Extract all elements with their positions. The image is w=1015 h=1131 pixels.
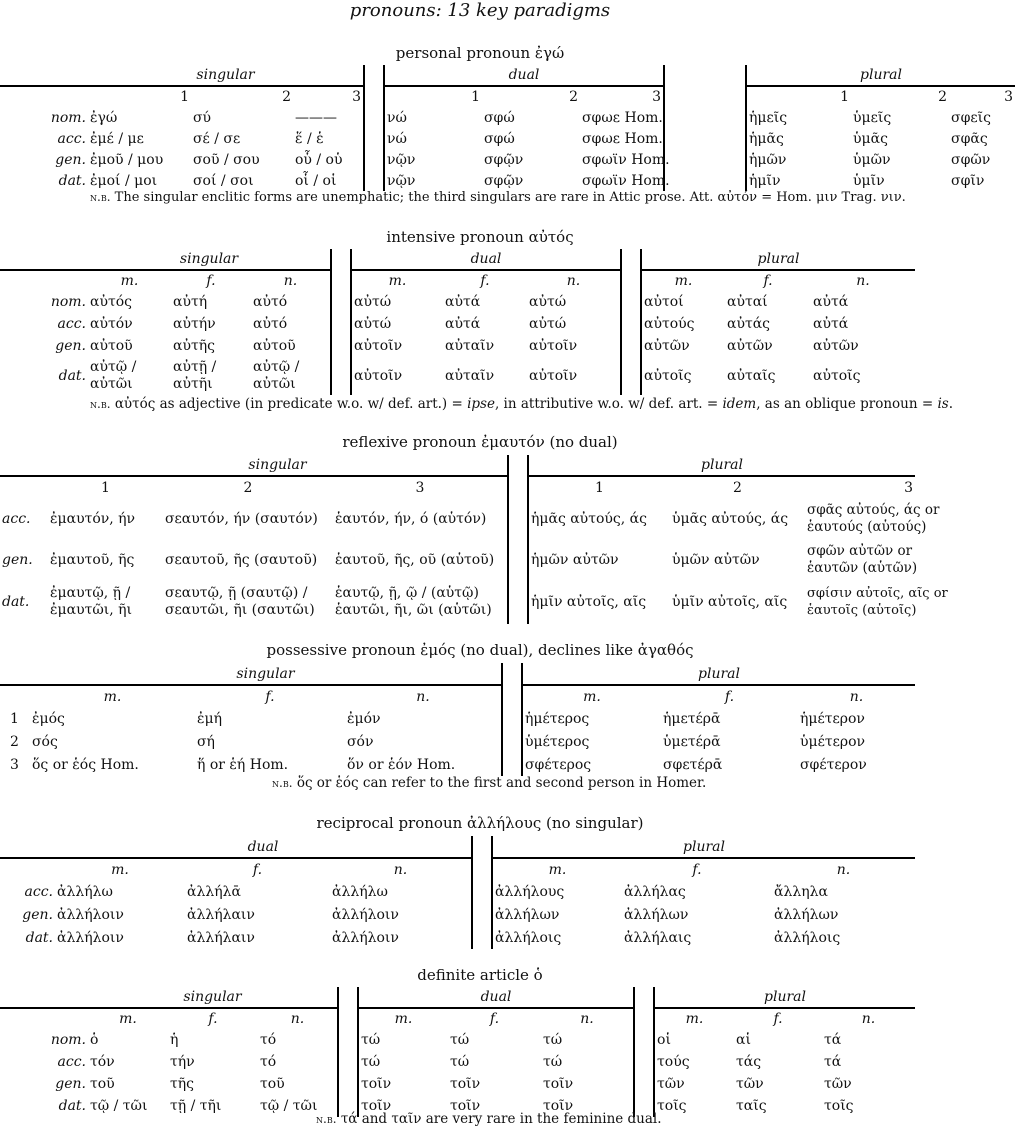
form-cell: οἱ xyxy=(657,1032,671,1048)
form-cell: ἀλλήλοιν xyxy=(332,906,399,923)
person-header: 2 xyxy=(569,89,578,105)
group-label: dual xyxy=(55,836,472,858)
form-cell: ὅς or ἑός Hom. xyxy=(32,756,139,773)
form-cell: ἑαυτόν, ήν, ό (αὑτόν) xyxy=(335,510,487,527)
form-cell: ἀλλήλων xyxy=(495,906,560,923)
form-cell: ἀλλήλοις xyxy=(495,929,562,946)
form-cell: ἡ xyxy=(170,1032,179,1048)
form-cell: σοί / σοι xyxy=(193,172,254,189)
case-label: dat. xyxy=(58,1098,86,1114)
table-row xyxy=(0,1029,915,1051)
page-title: pronouns: 13 key paradigms xyxy=(349,0,611,21)
form-cell: ἄλληλα xyxy=(774,883,828,900)
form-cell: αὐτῷ / αὐτῶι xyxy=(90,359,137,392)
form-cell: τώ xyxy=(450,1054,470,1070)
table-row xyxy=(0,313,915,335)
gender-header: m. xyxy=(120,273,139,289)
form-cell: σφῷν xyxy=(484,151,524,168)
form-cell: αὐτά xyxy=(445,316,481,332)
form-cell: αὐτός xyxy=(90,294,132,310)
note-label: n.b. xyxy=(90,190,111,204)
form-cell: αὐτάς xyxy=(727,316,771,332)
form-cell: ὑμεῖς xyxy=(853,109,892,126)
form-cell: αὐτῇ / αὐτῆι xyxy=(173,359,217,392)
form-cell: σφωε Hom. xyxy=(582,109,663,126)
form-cell: ἡμῖν αὐτοῖς, αῖς xyxy=(531,594,647,610)
group-label: plural xyxy=(641,249,915,270)
table-row xyxy=(0,1073,915,1095)
form-cell: αὐταῖς xyxy=(727,368,776,384)
gender-header: m. xyxy=(388,273,407,289)
form-cell: σός xyxy=(32,733,58,750)
form-cell: ἡμετέρᾱ xyxy=(663,710,721,727)
form-cell: αὐτούς xyxy=(644,316,695,332)
section-title: definite article ὁ xyxy=(417,966,543,984)
form-cell: τώ xyxy=(361,1054,381,1070)
form-cell: ὑμῶν αὐτῶν xyxy=(672,551,760,568)
form-cell: ἀλλήλοιν xyxy=(332,929,399,946)
table-row xyxy=(0,1051,915,1073)
form-cell: αὐτῷ / αὐτῶι xyxy=(253,359,300,392)
form-cell: ἐμαυτοῦ, ῆς xyxy=(50,551,135,568)
form-cell: τόν xyxy=(90,1054,115,1070)
section-title: reflexive pronoun ἐμαυτόν (no dual) xyxy=(342,433,618,451)
form-cell: σφέτερον xyxy=(800,756,867,773)
form-cell: τοῖν xyxy=(450,1076,481,1092)
form-cell: σφώ xyxy=(484,130,515,147)
form-cell: τά xyxy=(824,1032,842,1048)
gender-header: f. xyxy=(489,1011,500,1027)
section-title: intensive pronoun αὐτός xyxy=(386,228,574,246)
case-label: dat. xyxy=(58,172,86,189)
form-cell: αὐτοί xyxy=(644,294,684,310)
form-cell: ὑμᾶς xyxy=(853,130,888,147)
note xyxy=(90,190,906,205)
gender-header: m. xyxy=(583,688,601,705)
form-cell: ——— xyxy=(295,109,337,126)
form-cell: τοῖς xyxy=(657,1098,687,1114)
form-cell: ἀλλήλοις xyxy=(774,929,841,946)
note xyxy=(316,1111,662,1127)
form-cell: τοῦ xyxy=(90,1076,115,1092)
form-cell: ταῖς xyxy=(736,1098,767,1114)
table-row xyxy=(0,580,915,624)
form-cell: αὐτοῦ xyxy=(90,338,133,354)
form-cell: τῶν xyxy=(736,1076,764,1092)
form-cell: τῷ / τῶι xyxy=(90,1098,148,1114)
gender-header: f. xyxy=(480,273,490,289)
table-row xyxy=(0,170,1015,191)
gender-header: n. xyxy=(290,1011,305,1027)
form-cell: σφῷν xyxy=(484,172,524,189)
case-label: acc. xyxy=(57,316,86,332)
reciprocal-pronoun-table xyxy=(0,836,915,949)
note-label: n.b. xyxy=(272,776,293,790)
form-cell: ἀλλήλας xyxy=(624,883,686,900)
form-cell: τῶν xyxy=(824,1076,852,1092)
form-cell: ἀλλήλων xyxy=(624,906,689,923)
form-cell: ὅν or ἑόν Hom. xyxy=(347,756,456,773)
form-cell: αὐτοῖς xyxy=(813,368,861,384)
form-cell: σφετέρᾱ xyxy=(663,756,723,773)
possessive-pronoun-table xyxy=(0,663,915,776)
table-row xyxy=(0,128,1015,149)
form-cell: αὐτοῖν xyxy=(354,368,403,384)
form-cell: τοῖς xyxy=(824,1098,854,1114)
group-label: plural xyxy=(492,836,915,858)
group-label: singular xyxy=(88,987,338,1008)
table-row xyxy=(0,539,915,580)
table-row xyxy=(0,926,915,949)
form-cell: τώ xyxy=(543,1032,563,1048)
form-cell: ἀλλήλω xyxy=(57,883,113,900)
form-cell: ἥ or ἑή Hom. xyxy=(197,756,289,773)
form-cell: σύ xyxy=(193,109,212,126)
form-cell: ἀλλήλαιν xyxy=(187,906,255,923)
form-cell: τοῖν xyxy=(361,1076,392,1092)
gender-header: m. xyxy=(103,688,122,705)
table-row xyxy=(0,335,915,357)
form-cell: σφεῖς xyxy=(951,109,991,126)
form-cell: αὐταί xyxy=(727,294,768,310)
gender-header: m. xyxy=(674,273,693,289)
person-header: 1 xyxy=(180,89,189,105)
table-row xyxy=(0,707,915,730)
gender-header: n. xyxy=(566,273,581,289)
person-header: 2 xyxy=(938,89,948,105)
person-label: 3 xyxy=(10,756,19,773)
person-header: 3 xyxy=(904,479,914,496)
form-cell: τώ xyxy=(450,1032,470,1048)
form-cell: ἡμεῖς xyxy=(749,109,788,126)
form-cell: ἀλλήλαις xyxy=(624,929,692,946)
form-cell: σέ / σε xyxy=(193,130,241,147)
form-cell: τῆς xyxy=(170,1076,194,1092)
form-cell: σεαυτῷ, ῇ (σαυτῷ) / σεαυτῶι, ῆι (σαυτῶι) xyxy=(165,585,315,618)
form-cell: τοῖν xyxy=(361,1098,392,1114)
case-label: dat. xyxy=(25,929,53,946)
form-cell: ἐμέ / με xyxy=(90,130,144,147)
form-cell: ὑμᾶς αὐτούς, άς xyxy=(672,510,789,527)
form-cell: οἷ / οἱ xyxy=(295,172,337,189)
personal-pronoun-table xyxy=(0,65,1015,191)
form-cell: αὐτό xyxy=(253,294,288,310)
form-cell: ἐγώ xyxy=(90,109,118,126)
definite-article-table xyxy=(0,987,915,1117)
form-cell: ἀλλήλω xyxy=(332,883,388,900)
form-cell: αὐταῖν xyxy=(445,338,495,354)
form-cell: σή xyxy=(197,733,215,750)
gender-header: f. xyxy=(763,273,773,289)
form-cell: ἀλλήλαιν xyxy=(187,929,255,946)
note xyxy=(272,775,706,791)
table-row xyxy=(0,357,915,395)
group-label: dual xyxy=(351,249,621,270)
gender-header: f. xyxy=(724,688,735,705)
form-cell: ἡμῶν αὐτῶν xyxy=(531,551,619,568)
gender-header: f. xyxy=(208,1011,218,1027)
form-cell: ἡμᾶς αὐτούς, άς xyxy=(531,510,647,527)
gender-header: f. xyxy=(773,1011,783,1027)
form-cell: ὑμέτερον xyxy=(800,733,866,750)
table-row xyxy=(0,753,915,776)
form-cell: ἡμᾶς xyxy=(749,130,784,147)
table-row xyxy=(0,730,915,753)
form-cell: ἀλλήλοιν xyxy=(57,906,124,923)
form-cell: ἡμῶν xyxy=(749,151,787,168)
form-cell: νώ xyxy=(387,109,407,126)
form-cell: τώ xyxy=(361,1032,381,1048)
table-row xyxy=(0,498,915,539)
form-cell: τούς xyxy=(657,1054,690,1070)
form-cell: νῷν xyxy=(387,172,416,189)
gender-header: m. xyxy=(111,861,129,878)
form-cell: αὐτοῖν xyxy=(529,338,578,354)
group-label: dual xyxy=(384,65,664,86)
person-header: 1 xyxy=(101,479,110,496)
note-text: τά and ταῖν are very rare in the feminine dual. xyxy=(340,1111,662,1127)
table-row xyxy=(0,880,915,903)
form-cell: ἑαυτοῦ, ῆς, οῦ (αὑτοῦ) xyxy=(335,551,495,568)
gender-header: n. xyxy=(416,688,430,705)
case-label: gen. xyxy=(55,151,86,168)
form-cell: νώ xyxy=(387,130,407,147)
group-label: singular xyxy=(48,455,508,476)
case-label: nom. xyxy=(50,294,86,310)
case-label: acc. xyxy=(24,883,53,900)
case-label: nom. xyxy=(50,109,86,126)
note-label: n.b. xyxy=(90,397,111,411)
person-header: 3 xyxy=(352,89,361,105)
form-cell: ὁ xyxy=(90,1032,99,1048)
form-cell: σφωε Hom. xyxy=(582,130,663,147)
section-title: personal pronoun ἐγώ xyxy=(395,44,565,62)
form-cell: αὐτά xyxy=(445,294,481,310)
form-cell: ὑμέτερος xyxy=(525,733,590,750)
form-cell: ἐμός xyxy=(32,710,65,727)
form-cell: ἐμόν xyxy=(347,710,381,727)
form-cell: σφῖν xyxy=(951,172,985,189)
form-cell: αὐτή xyxy=(173,294,208,310)
reflexive-pronoun-table xyxy=(0,455,948,624)
form-cell: σεαυτόν, ήν (σαυτόν) xyxy=(165,510,318,527)
form-cell: αὐτώ xyxy=(529,294,567,310)
form-cell: τῶν xyxy=(657,1076,685,1092)
form-cell: αὐτόν xyxy=(90,316,133,332)
form-cell: ἀλλήλους xyxy=(495,883,565,900)
form-cell: αὐτῆς xyxy=(173,338,215,354)
form-cell: τήν xyxy=(170,1054,195,1070)
form-cell: τό xyxy=(260,1054,277,1070)
form-cell: τοῖν xyxy=(450,1098,481,1114)
form-cell: ἡμέτερον xyxy=(800,710,865,727)
form-cell: τό xyxy=(260,1032,277,1048)
group-label: dual xyxy=(358,987,634,1008)
case-label: acc. xyxy=(57,130,86,147)
form-cell: αὐτοῦ xyxy=(253,338,296,354)
gender-header: n. xyxy=(856,273,870,289)
form-cell: τοῖν xyxy=(543,1098,574,1114)
form-cell: σφῶν xyxy=(951,151,991,168)
person-header: 1 xyxy=(840,89,850,105)
group-label: singular xyxy=(30,663,502,685)
form-cell: ἐμοί / μοι xyxy=(90,172,158,189)
form-cell: ἡμέτερος xyxy=(525,710,590,727)
group-label: plural xyxy=(528,455,915,476)
form-cell: ὑμῖν xyxy=(853,172,885,189)
person-header: 3 xyxy=(652,89,662,105)
form-cell: σφώ xyxy=(484,109,515,126)
form-cell: σεαυτοῦ, ῆς (σαυτοῦ) xyxy=(165,551,318,568)
form-cell: ἕ / ἑ xyxy=(295,130,324,147)
form-cell: σφᾶς xyxy=(951,130,988,147)
person-header: 3 xyxy=(1004,89,1014,105)
form-cell: τῷ / τῶι xyxy=(260,1098,318,1114)
note-text: ὅς or ἑός can refer to the first and second person in Homer. xyxy=(296,775,707,791)
form-cell: ἑαυτῷ, ῇ, ῷ / (αὑτῷ) ἑαυτῶι, ῆι, ῶι (αὑτῶι) xyxy=(335,585,492,618)
person-label: 2 xyxy=(10,733,19,750)
group-label: singular xyxy=(88,65,364,86)
table-row xyxy=(0,149,1015,170)
gender-header: n. xyxy=(283,273,298,289)
group-label: singular xyxy=(88,249,331,270)
gender-header: f. xyxy=(206,273,216,289)
person-header: 2 xyxy=(733,479,742,496)
case-label: acc. xyxy=(2,510,31,527)
section-title: reciprocal pronoun ἀλλήλους (no singular) xyxy=(316,814,644,832)
form-cell: ὑμῖν αὐτοῖς, αῖς xyxy=(672,594,788,610)
form-cell: σοῦ / σου xyxy=(193,151,260,168)
case-label: gen. xyxy=(22,906,53,923)
form-cell: σφωϊν Hom. xyxy=(582,151,670,168)
gender-header: m. xyxy=(394,1011,413,1027)
form-cell: ἐμαυτόν, ήν xyxy=(50,510,136,527)
form-cell: σφῶν αὐτῶν or ἑαυτῶν (αὑτῶν) xyxy=(807,542,918,576)
form-cell: αὐτά xyxy=(813,316,849,332)
group-label: plural xyxy=(746,65,1015,86)
form-cell: τώ xyxy=(543,1054,563,1070)
form-cell: ὑμετέρᾱ xyxy=(663,733,721,750)
form-cell: ἀλλήλοιν xyxy=(57,929,124,946)
group-label: plural xyxy=(654,987,915,1008)
person-header: 2 xyxy=(282,89,291,105)
case-label: gen. xyxy=(2,551,33,568)
table-row xyxy=(0,291,915,313)
form-cell: ἐμοῦ / μου xyxy=(90,151,164,168)
note: n.b. αὐτός as adjective (in predicate w.o. w/ def. art.) = ipse, in attributive w.o. w/ def. art. = idem, as an oblique pronoun = is. xyxy=(90,396,954,412)
form-cell: αὐτώ xyxy=(529,316,567,332)
case-label: gen. xyxy=(55,1076,86,1092)
case-label: nom. xyxy=(50,1032,86,1048)
form-cell: τῇ / τῆι xyxy=(170,1098,222,1114)
form-cell: αὐτῶν xyxy=(813,338,859,354)
form-cell: οὗ / οὑ xyxy=(295,151,343,168)
form-cell: αὐτήν xyxy=(173,316,216,332)
group-label: plural xyxy=(522,663,915,685)
gender-header: n. xyxy=(580,1011,594,1027)
gender-header: f. xyxy=(252,861,263,878)
form-cell: σφέτερος xyxy=(525,756,592,773)
form-cell: σόν xyxy=(347,733,374,750)
note-text: The singular enclitic forms are unemphatic; the third singulars are rare in Attic prose. Att. αὐτόν = Hom. μιν Trag. νιν. xyxy=(114,190,906,205)
form-cell: αὐτώ xyxy=(354,294,392,310)
form-cell: αὐτό xyxy=(253,316,288,332)
form-cell: αἱ xyxy=(736,1032,751,1048)
form-cell: τοῦ xyxy=(260,1076,285,1092)
form-cell: νῷν xyxy=(387,151,416,168)
form-cell: σφωϊν Hom. xyxy=(582,172,670,189)
gender-header: f. xyxy=(692,861,702,878)
form-cell: ἀλλήλων xyxy=(774,906,839,923)
person-header: 1 xyxy=(595,479,604,496)
table-row xyxy=(0,903,915,926)
form-cell: αὐτά xyxy=(813,294,849,310)
person-label: 1 xyxy=(10,710,19,727)
note-label: n.b. xyxy=(316,1112,337,1126)
form-cell: αὐτοῖν xyxy=(354,338,403,354)
form-cell: τά xyxy=(824,1054,842,1070)
form-cell: αὐταῖν xyxy=(445,368,495,384)
gender-header: m. xyxy=(685,1011,704,1027)
section-title: possessive pronoun ἐμός (no dual), declines like ἀγαθός xyxy=(266,641,694,659)
form-cell: τάς xyxy=(736,1054,762,1070)
form-cell: ἐμή xyxy=(197,710,222,727)
form-cell: αὐτῶν xyxy=(727,338,773,354)
intensive-pronoun-table xyxy=(0,249,915,395)
case-label: gen. xyxy=(55,338,86,354)
case-label: dat. xyxy=(58,368,86,384)
gender-header: f. xyxy=(265,688,275,705)
gender-header: m. xyxy=(548,861,567,878)
form-cell: ἀλλήλᾱ xyxy=(187,883,241,900)
case-label: dat. xyxy=(2,594,30,610)
form-cell: ἐμαυτῷ, ῇ / ἐμαυτῶι, ῆι xyxy=(50,585,133,618)
gender-header: m. xyxy=(119,1011,137,1027)
person-header: 1 xyxy=(471,89,480,105)
form-cell: ἡμῖν xyxy=(749,172,781,189)
form-cell: σφᾶς αὐτούς, άς or ἑαυτούς (αὑτούς) xyxy=(807,501,940,535)
form-cell: αὐτοῖς xyxy=(644,368,692,384)
gender-header: n. xyxy=(849,688,864,705)
gender-header: n. xyxy=(836,861,851,878)
form-cell: σφίσιν αὐτοῖς, αῖς or ἑαυτοῖς (αὑτοῖς) xyxy=(807,586,948,618)
table-row xyxy=(0,107,1015,128)
form-cell: αὐτώ xyxy=(354,316,392,332)
form-cell: αὐτοῖν xyxy=(529,368,578,384)
case-label: acc. xyxy=(57,1054,86,1070)
form-cell: ὑμῶν xyxy=(853,151,891,168)
person-header: 3 xyxy=(415,479,425,496)
form-cell: αὐτῶν xyxy=(644,338,690,354)
gender-header: n. xyxy=(861,1011,876,1027)
form-cell: τοῖν xyxy=(543,1076,574,1092)
person-header: 2 xyxy=(243,479,253,496)
gender-header: n. xyxy=(393,861,408,878)
